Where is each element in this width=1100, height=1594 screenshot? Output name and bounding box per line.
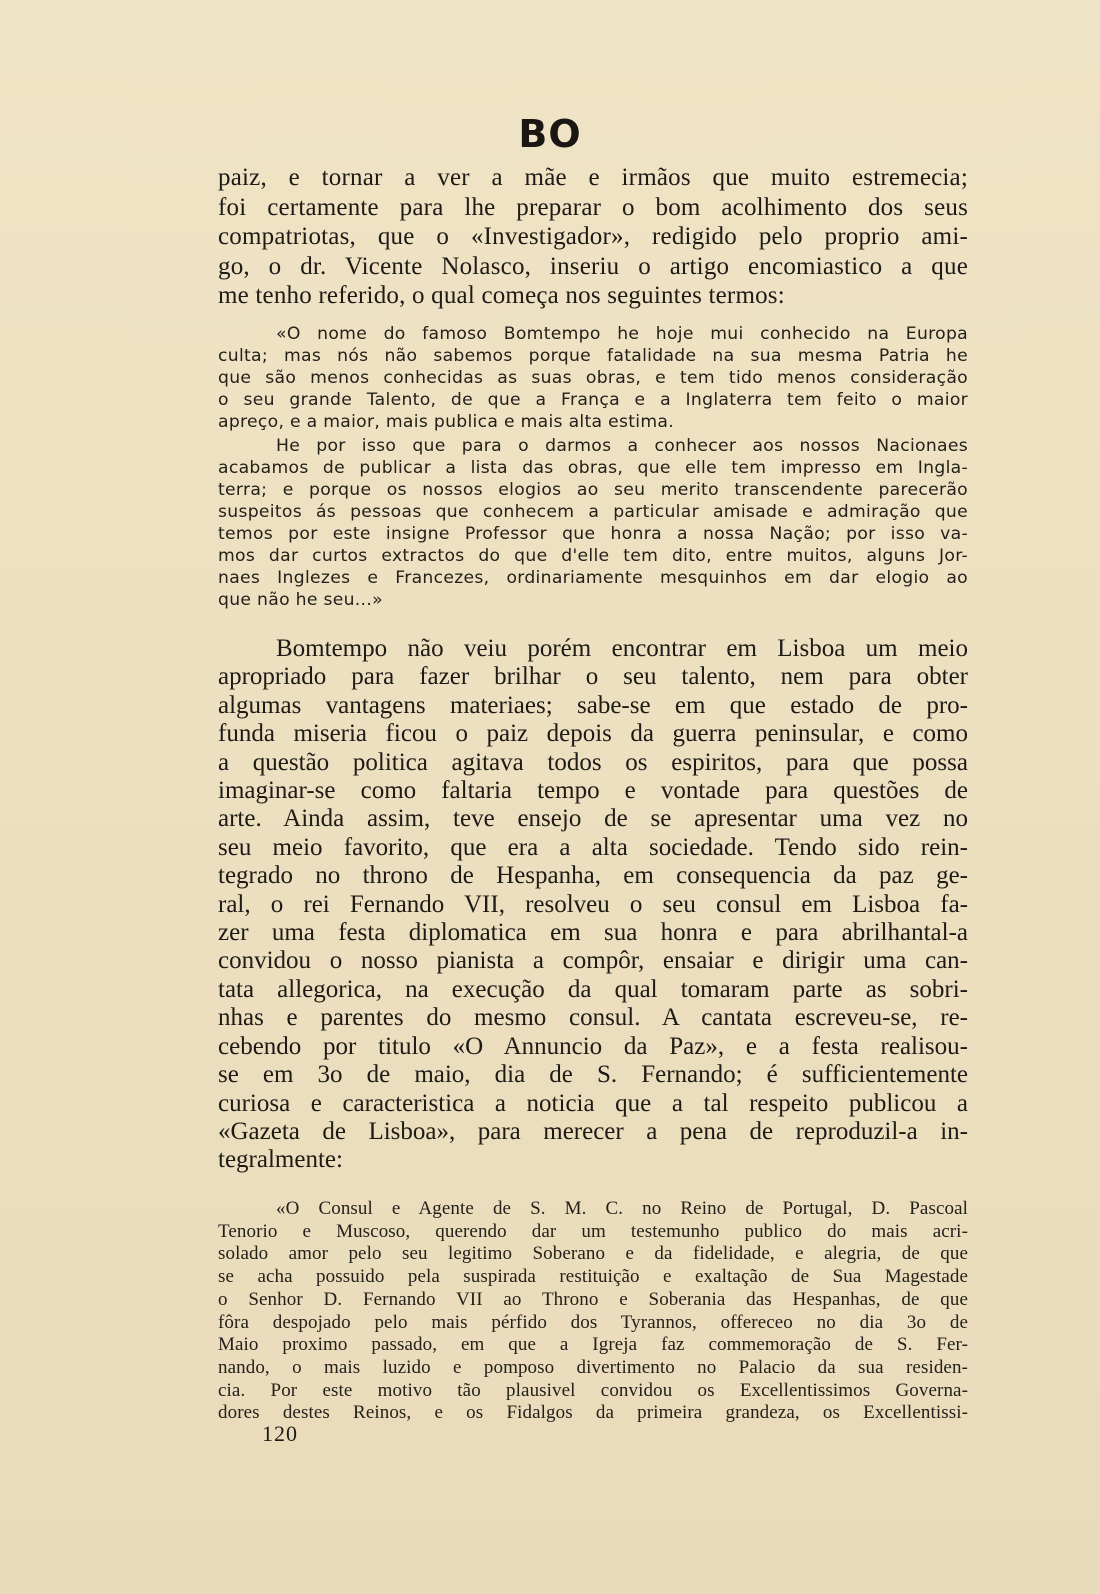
- text-line: imaginar-se como faltaria tempo e vontade para questões de: [218, 777, 968, 805]
- paragraph-1: [218, 163, 968, 311]
- text-line: zer uma festa diplomatica em sua honra e para abrilhantal-a: [218, 919, 968, 947]
- text-line: Tenorio e Muscoso, querendo dar um testemunho publico do mais acri-: [218, 1220, 968, 1242]
- text-line: arte. Ainda assim, teve ensejo de se apresentar uma vez no: [218, 805, 968, 833]
- text-line: foi certamente para lhe preparar o bom acolhimento dos seus: [218, 193, 968, 221]
- text-line: suspeitos ás pessoas que conhecem a particular amisade e admiração que: [218, 502, 968, 522]
- text-line: curiosa e caracteristica a noticia que a tal respeito publicou a: [218, 1089, 968, 1117]
- text-line: o Senhor D. Fernando VII ao Throno e Soberania das Hespanhas, de que: [218, 1288, 968, 1310]
- text-line: dores destes Reinos, e os Fidalgos da primeira grandeza, os Excellentissi-: [218, 1402, 968, 1424]
- text-line: naes Inglezes e Francezes, ordinariamente mesquinhos em dar elogio ao: [218, 568, 968, 588]
- text-line: cia. Por este motivo tão plausivel convidou os Excellentissimos Governa-: [218, 1379, 968, 1401]
- text-line: go, o dr. Vicente Nolasco, inseriu o artigo encomiastico a que: [218, 252, 968, 280]
- quote-2: [218, 1198, 968, 1425]
- running-head: BO: [518, 112, 582, 156]
- text-line: compatriotas, que o «Investigador», redigido pelo proprio ami-: [218, 223, 968, 250]
- text-line: acabamos de publicar a lista das obras, que elle tem impresso em Ingla-: [218, 458, 968, 478]
- text-line: «Gazeta de Lisboa», para merecer a pena de reproduzil-a in-: [218, 1117, 968, 1145]
- quote-1a: [218, 323, 968, 433]
- text-line: que não he seu...»: [218, 590, 383, 610]
- text-line: terra; e porque os nossos elogios ao seu merito transcendente parecerão: [218, 480, 968, 500]
- page-number: 120: [262, 1421, 298, 1446]
- paragraph-2: [218, 635, 968, 1175]
- text-line: o seu grande Talento, de que a França e a Inglaterra tem feito o maior: [218, 390, 968, 410]
- text-line: Bomtempo não veiu porém encontrar em Lisboa um meio: [276, 635, 968, 662]
- text-line: «O nome do famoso Bomtempo he hoje mui conhecido na Europa: [276, 324, 968, 344]
- text-line: apreço, e a maior, mais publica e mais alta estima.: [218, 412, 674, 432]
- text-line: He por isso que para o darmos a conhecer aos nossos Nacionaes: [276, 436, 968, 456]
- text-line: «O Consul e Agente de S. M. C. no Reino de Portugal, D. Pascoal: [276, 1198, 968, 1219]
- text-line: solado amor pelo seu legitimo Soberano e da fidelidade, e alegria, de que: [218, 1243, 968, 1265]
- text-line: seu meio favorito, que era a alta sociedade. Tendo sido rein-: [218, 833, 968, 861]
- text-line: a questão politica agitava todos os espiritos, para que possa: [218, 748, 968, 776]
- text-line: que são menos conhecidas as suas obras, e tem tido menos consideração: [218, 368, 968, 388]
- text-line: Maio proximo passado, em que a Igreja faz commemoração de S. Fer-: [218, 1334, 968, 1356]
- text-line: funda miseria ficou o paiz depois da guerra peninsular, e como: [218, 720, 968, 748]
- text-line: tegralmente:: [218, 1146, 343, 1174]
- text-line: apropriado para fazer brilhar o seu talento, nem para obter: [218, 663, 968, 691]
- text-line: algumas vantagens materiaes; sabe-se em que estado de pro-: [218, 691, 968, 719]
- text-line: culta; mas nós não sabemos porque fatalidade na sua mesma Patria he: [218, 346, 968, 366]
- text-line: se em 3o de maio, dia de S. Fernando; é sufficientemente: [218, 1061, 968, 1089]
- text-line: nando, o mais luzido e pomposo divertimento no Palacio da sua residen-: [218, 1356, 968, 1378]
- text-line: fôra despojado pelo mais pérfido dos Tyrannos, offereceo no dia 3o de: [218, 1311, 968, 1333]
- text-line: temos por este insigne Professor que honra a nossa Nação; por isso va-: [218, 524, 968, 544]
- text-line: nhas e parentes do mesmo consul. A cantata escreveu-se, re-: [218, 1004, 968, 1032]
- quote-1b: [218, 435, 968, 611]
- text-line: cebendo por titulo «O Annuncio da Paz», e a festa realisou-: [218, 1032, 968, 1060]
- text-line: tegrado no throno de Hespanha, em consequencia da paz ge-: [218, 862, 968, 890]
- text-line: ral, o rei Fernando VII, resolveu o seu consul em Lisboa fa-: [218, 890, 968, 918]
- text-line: me tenho referido, o qual começa nos seguintes termos:: [218, 282, 785, 309]
- text-line: paiz, e tornar a ver a mãe e irmãos que muito estremecia;: [218, 164, 968, 191]
- text-line: mos dar curtos extractos do que d'elle tem dito, entre muitos, alguns Jor-: [218, 546, 968, 566]
- text-line: convidou o nosso pianista a compôr, ensaiar e dirigir uma can-: [218, 947, 968, 975]
- text-line: tata allegorica, na execução da qual tomaram parte as sobri-: [218, 975, 968, 1003]
- text-line: se acha possuido pela suspirada restituição e exaltação de Sua Magestade: [218, 1266, 968, 1288]
